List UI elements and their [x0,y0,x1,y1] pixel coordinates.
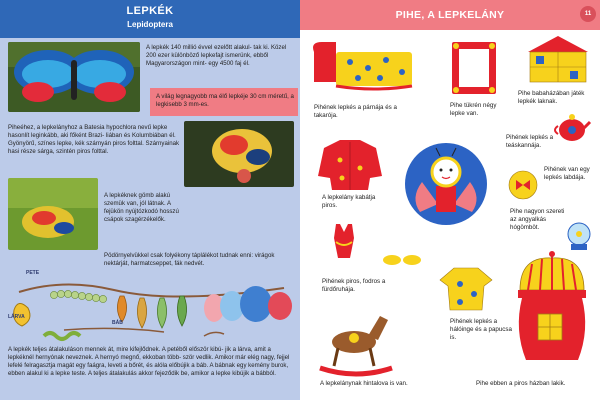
caption-coat: A lepkelány kabátja piros. [322,194,376,209]
pihe-character-illustration [404,142,488,226]
page-title-right: PIHE, A LEPKELÁNY [395,9,505,21]
caption-pillow: Pihének lepkés a párnája és a takarója. [314,104,397,119]
caption-dollhouse: Pihe babaházában játék lepkék laknak. [518,90,585,105]
caption-nightgown: Pihének lepkés a hálóinge és a papucsa is. [450,318,512,341]
page-title: LEPKÉK [126,5,174,17]
batesia-paragraph: Piheéhez, a lepkelányhoz a Batesia hypochlora nevű lepke hasonlít leginkább, aki főként Brazi- liában és Kolumbiában él. Gyönyörű, színes lepke, kék szárnyán piros folttal. Szárnyainak hasi része sárga, szintén piros folttal. [8,124,180,155]
fact-highlight-box [150,88,298,116]
chrysalis-group [117,296,186,328]
eyes-antennae-paragraph: A lepkéknek gömb alakú szemük van, jól látnak. A fejükön nyújtózkodó hosszú csápok szagérzékelők. [104,192,179,223]
dollhouse-illustration [524,34,592,84]
red-house-illustration [512,250,592,370]
rocking-horse-illustration [316,308,396,378]
caption-house: Pihe ebben a piros házban lakik. [476,380,566,387]
page-subtitle: Lepidoptera [127,20,173,29]
nightgown-illustration [438,266,494,312]
label-bab: BÁB [112,320,123,326]
right-page-header [300,0,600,30]
caption-swimsuit: Pihének piros, fodros a fürdőruhája. [322,278,386,293]
pillow-blanket-illustration [310,38,414,90]
slippers-illustration [382,250,424,266]
fact-highlight-text: A világ legnagyobb ma élő lepkéje 30 cm méretű, a legkisebb 3 mm-es. [156,93,294,108]
metamorphosis-paragraph: A lepkék teljes átalakuláson mennek át, mire kifejlődnek. A petéből először kibú- jik a lárva, amit a lepkéknél hernyónak neveznek. A hernyó megnő, ekkoban több- ször vedlik. Amikor már elég nagy, fejjel lefelé felragasztja magát egy faágra, leveti a bőrét, és alóla előbújik a báb. A bábnak egy kemény burok, ebben alakul ki a lepke teste. A teljes átalakulás akkor fejeződik be, amikor a lepke kibújik a bábból. [8,346,290,377]
label-pete: PETE [26,270,40,276]
caption-teapot: Pihének lepkés a teáskannája. [506,134,554,149]
coat-illustration [316,138,384,192]
label-larva: LÁRVA [8,314,25,320]
swimsuit-illustration [330,222,358,260]
ball-illustration [508,170,538,200]
batesia-butterfly-photo [184,121,294,187]
snow-globe-illustration [566,222,592,252]
blue-butterfly-photo [8,42,140,112]
life-cycle-illustration [4,270,294,350]
left-page-header [0,0,300,38]
butterfly-closeup-photo [8,178,98,250]
caption-snow-globe: Pihe nagyon szereti az angyalkás hógömböt. [510,208,565,231]
intro-paragraph: A lepkék 140 millió évvel ezelőtt alakul- tak ki. Közel 200 ezer különböző lepkefajt ismerünk, ebből Magyarországon mint- egy 4500 faj él. [146,44,287,67]
caption-mirror: Pihe tükrén négy lepke van. [450,102,497,117]
page-number: 11 [580,6,596,22]
caption-ball: Pihének van egy lepkés labdája. [544,166,590,181]
mirror-illustration [450,40,498,96]
right-page [300,0,600,400]
caption-rocking-horse: A lepkelánynak hintalova is van. [320,380,408,387]
feeding-paragraph: Pödörnyelvükkel csak folyékony táplálékot tudnak enni: virágok nektárját, harmatcseppet, fák nedvét. [104,252,275,267]
